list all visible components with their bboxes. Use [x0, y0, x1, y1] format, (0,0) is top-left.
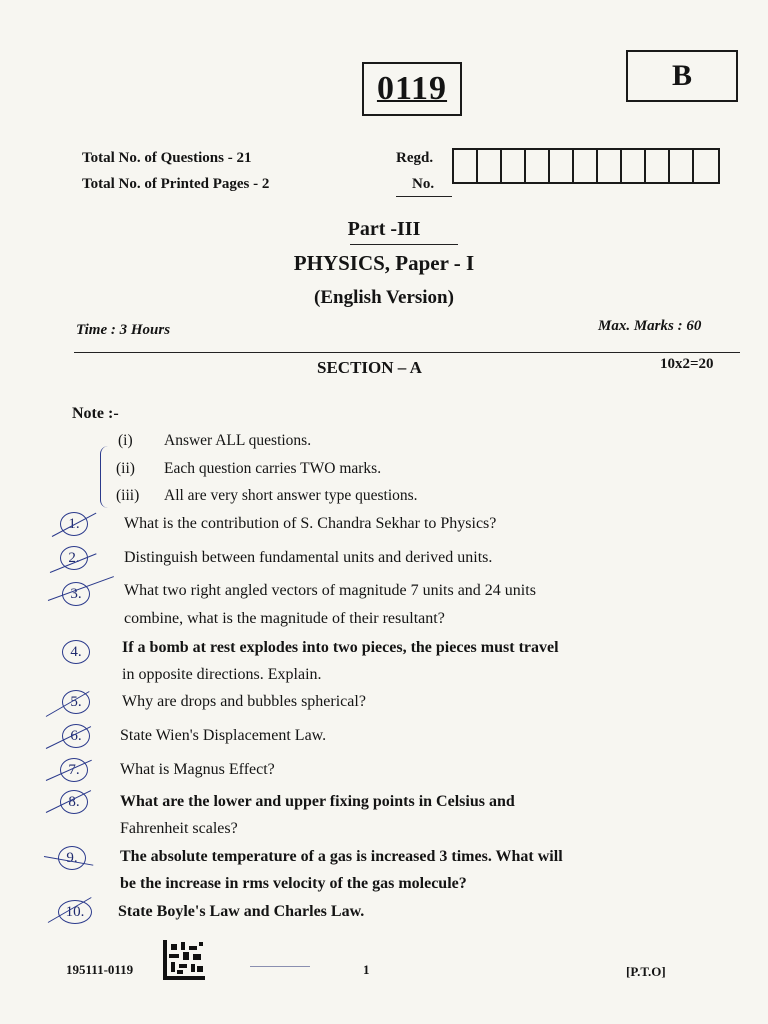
regd-cell	[694, 150, 718, 182]
question-text-cont: in opposite directions. Explain.	[122, 666, 322, 683]
regd-number-boxes	[452, 148, 720, 184]
question-number: 10.	[58, 900, 92, 924]
regd-no-label: No.	[412, 176, 435, 192]
note-item-text: All are very short answer type questions.	[164, 487, 418, 504]
question-text-cont: combine, what is the magnitude of their resultant?	[124, 610, 445, 627]
question-number: 3.	[62, 582, 90, 606]
note-item-num: (ii)	[116, 460, 135, 477]
regd-cell	[670, 150, 694, 182]
regd-cell	[550, 150, 574, 182]
set-label: B	[671, 59, 692, 92]
question-text: The absolute temperature of a gas is increased 3 times. What will	[120, 848, 563, 865]
note-label: Note :-	[72, 405, 119, 422]
note-item-num: (i)	[118, 432, 133, 449]
question-text: What are the lower and upper fixing points in Celsius and	[120, 793, 515, 810]
pto-label: [P.T.O]	[626, 964, 666, 979]
question-text: State Boyle's Law and Charles Law.	[118, 903, 365, 920]
note-bracket	[100, 446, 109, 508]
section-marks: 10x2=20	[660, 356, 714, 372]
regd-cell	[598, 150, 622, 182]
question-text: State Wien's Displacement Law.	[120, 727, 327, 744]
regd-label: Regd.	[396, 150, 434, 166]
total-questions: Total No. of Questions - 21	[82, 150, 252, 166]
question-text: What two right angled vectors of magnitude 7 units and 24 units	[124, 582, 536, 599]
question-text: Distinguish between fundamental units and derived units.	[124, 549, 493, 566]
regd-cell	[622, 150, 646, 182]
question-text-cont: Fahrenheit scales?	[120, 820, 238, 837]
regd-cell	[574, 150, 598, 182]
regd-cell	[478, 150, 502, 182]
subject-title: PHYSICS, Paper - I	[293, 251, 475, 275]
question-number: 8.	[60, 790, 88, 814]
regd-cell	[502, 150, 526, 182]
question-text: What is Magnus Effect?	[120, 761, 275, 778]
question-number: 2.	[60, 546, 88, 570]
paper-code: 0119	[376, 70, 448, 107]
faint-line	[250, 966, 310, 967]
max-marks: Max. Marks : 60	[598, 318, 702, 334]
question-text: What is the contribution of S. Chandra Sekhar to Physics?	[124, 515, 497, 532]
note-item-text: Each question carries TWO marks.	[164, 460, 382, 477]
regd-cell	[454, 150, 478, 182]
page-number: 1	[363, 962, 370, 977]
total-pages: Total No. of Printed Pages - 2	[82, 176, 270, 192]
version-title: (English Version)	[314, 287, 454, 308]
section-title: SECTION – A	[317, 358, 422, 377]
datamatrix-code-icon	[163, 940, 205, 980]
part-underline	[350, 244, 458, 245]
question-text-cont: be the increase in rms velocity of the gas molecule?	[120, 875, 467, 892]
exam-time: Time : 3 Hours	[76, 322, 171, 338]
regd-cell	[526, 150, 550, 182]
question-number: 1.	[60, 512, 88, 536]
question-number: 7.	[60, 758, 88, 782]
part-title: Part -III	[347, 218, 421, 240]
question-text: Why are drops and bubbles spherical?	[122, 693, 366, 710]
question-number: 6.	[62, 724, 90, 748]
question-number: 9.	[58, 846, 86, 870]
regd-underline	[396, 196, 452, 197]
paper-code-box	[362, 62, 462, 116]
set-label-box	[626, 50, 738, 102]
note-item-text: Answer ALL questions.	[164, 432, 312, 449]
regd-cell	[646, 150, 670, 182]
note-item-num: (iii)	[116, 487, 140, 504]
footer-code: 195111-0119	[66, 962, 134, 977]
question-number: 5.	[62, 690, 90, 714]
question-number: 4.	[62, 640, 90, 664]
question-text: If a bomb at rest explodes into two pieces, the pieces must travel	[122, 639, 559, 656]
section-rule	[74, 352, 740, 353]
